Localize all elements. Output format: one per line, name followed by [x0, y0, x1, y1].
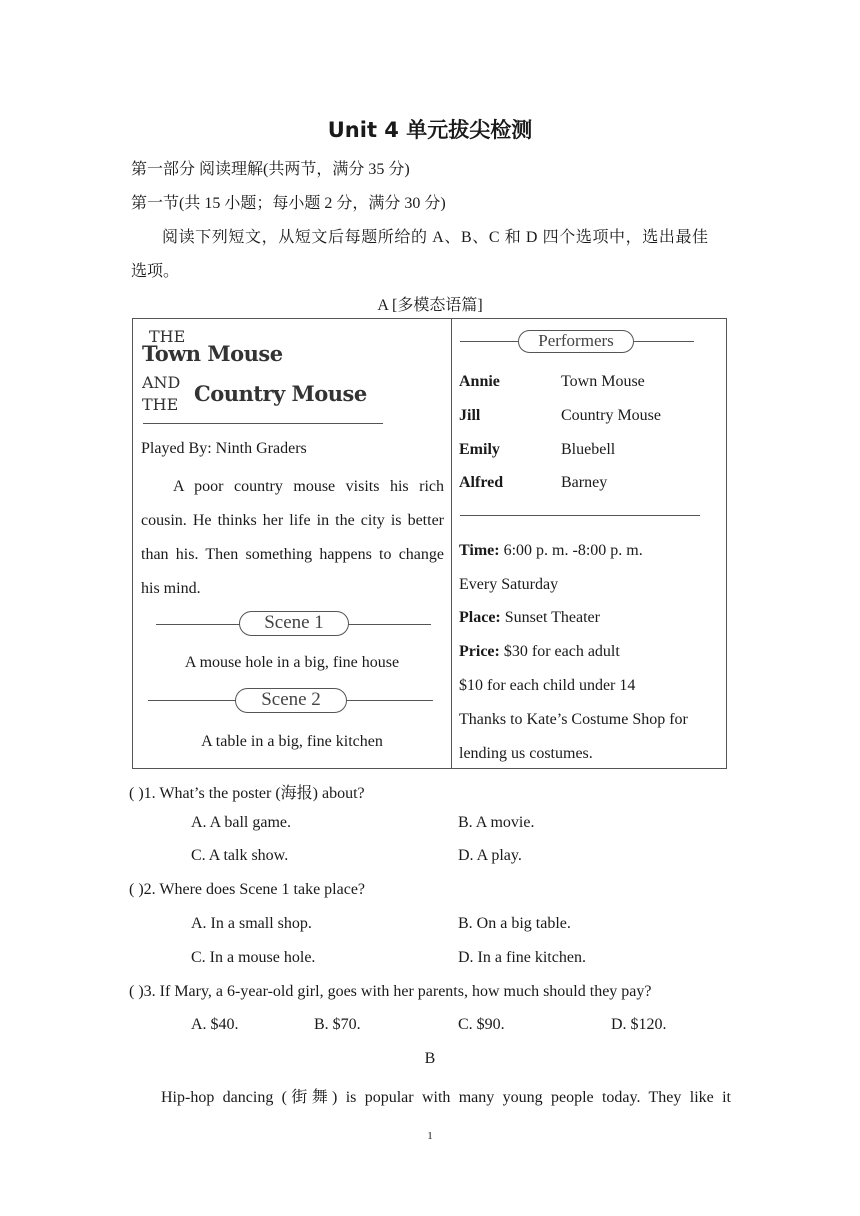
price-extra: $10 for each child under 14 — [459, 677, 636, 694]
question-3-option-d: D. $120. — [611, 1016, 667, 1033]
price-info — [459, 643, 620, 661]
question-3-option-a: A. $40. — [191, 1016, 239, 1033]
time-value: 6:00 p. m. -8:00 p. m. — [499, 542, 643, 559]
question-2-option-b: B. On a big table. — [458, 915, 571, 932]
instructions: 阅读下列短文，从短文后每题所给的 A、B、C 和 D 四个选项中，选出最佳 — [162, 229, 709, 246]
logo-underline — [143, 423, 383, 424]
passage-b-heading: B — [424, 1050, 436, 1067]
part-heading: 第一部分 阅读理解(共两节，满分 35 分) — [131, 161, 410, 178]
question-3-option-c: C. $90. — [458, 1016, 505, 1033]
performer-role: Country Mouse — [561, 407, 661, 424]
performer-name: Annie — [459, 373, 500, 390]
scene1-description: A mouse hole in a big, fine house — [184, 654, 400, 671]
passage-a-heading: A [多模态语篇] — [377, 297, 483, 314]
question-2-option-c: C. In a mouse hole. — [191, 949, 316, 966]
table-divider — [451, 319, 452, 768]
play-summary — [141, 470, 444, 606]
scene2-description: A table in a big, fine kitchen — [201, 733, 383, 750]
question-1-option-a: A. A ball game. — [191, 814, 291, 831]
performer-name: Alfred — [459, 474, 504, 491]
passage-b-text: Hip-hop dancing (街舞) is popular with many young people today. They like it — [161, 1089, 731, 1106]
performer-role: Barney — [561, 474, 608, 491]
question-2: ( )2. Where does Scene 1 take place? — [129, 881, 366, 898]
section-heading: 第一节(共 15 小题；每小题 2 分，满分 30 分) — [131, 195, 446, 212]
logo-country-mouse: Country Mouse — [194, 381, 367, 406]
place-info — [459, 609, 600, 627]
logo-town-mouse: Town Mouse — [142, 341, 283, 366]
page-number: 1 — [427, 1130, 433, 1142]
page-title: Unit 4 单元拔尖检测 — [327, 118, 533, 142]
logo-and: AND — [142, 373, 181, 392]
performer-name: Emily — [459, 441, 500, 458]
played-by: Played By: Ninth Graders — [141, 440, 307, 457]
time-info — [459, 542, 643, 560]
price-label: Price: — [459, 643, 500, 660]
question-1: ( )1. What’s the poster (海报) about? — [129, 785, 365, 802]
question-1-option-d: D. A play. — [458, 847, 522, 864]
price-value: $30 for each adult — [499, 643, 620, 660]
thanks-line-2: lending us costumes. — [459, 745, 593, 762]
question-3-option-b: B. $70. — [314, 1016, 361, 1033]
performer-role: Bluebell — [561, 441, 616, 458]
details-rule — [460, 515, 700, 516]
place-value: Sunset Theater — [500, 609, 600, 626]
question-1-option-c: C. A talk show. — [191, 847, 289, 864]
play-summary-text: A poor country mouse visits his rich cousin. He thinks her life in the city is better than his. Then something happens to change his mind. — [141, 478, 444, 597]
time-label: Time: — [459, 542, 500, 559]
scene1-badge: Scene 1 — [239, 611, 349, 636]
performer-role: Town Mouse — [561, 373, 645, 390]
poster-table — [132, 318, 727, 769]
question-3: ( )3. If Mary, a 6-year-old girl, goes with her parents, how much should they pay? — [129, 983, 652, 1000]
place-label: Place: — [459, 609, 501, 626]
thanks-line-1: Thanks to Kate’s Costume Shop for — [459, 711, 688, 728]
instructions-continued: 选项。 — [131, 263, 180, 280]
question-2-option-a: A. In a small shop. — [191, 915, 312, 932]
time-extra: Every Saturday — [459, 576, 559, 593]
scene2-badge: Scene 2 — [235, 688, 347, 713]
performer-name: Jill — [459, 407, 481, 424]
question-2-option-d: D. In a fine kitchen. — [458, 949, 586, 966]
performers-badge: Performers — [518, 330, 634, 353]
logo-the-2: THE — [142, 395, 179, 414]
question-1-option-b: B. A movie. — [458, 814, 535, 831]
logo-the: THE — [149, 327, 186, 346]
